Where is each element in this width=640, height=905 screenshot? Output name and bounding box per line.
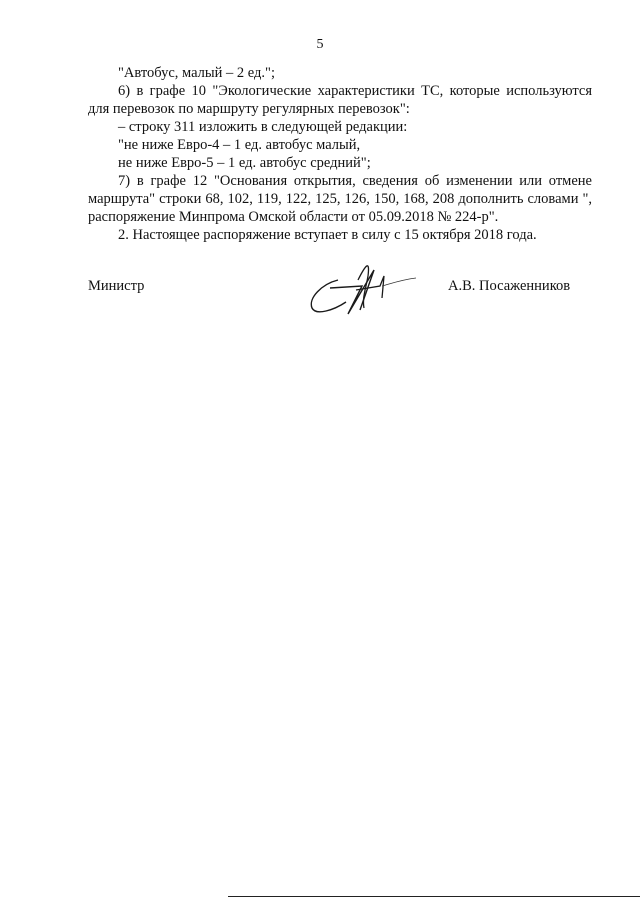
paragraph-item-6: 6) в графе 10 "Экологические характеристики ТС, которые используются для перевозок по маршруту регулярных перевозок": <box>88 83 592 117</box>
page-number: 5 <box>316 37 324 52</box>
paragraph-line-311: – строку 311 изложить в следующей редакции: <box>118 119 408 135</box>
document-body <box>88 64 592 244</box>
paragraph-item-7: 7) в графе 12 "Основания открытия, сведения об изменении или отмене маршрута" строки 68, 102, 119, 122, 125, 126, 150, 168, 208 дополнить словами ", распоряжение Минпрома Омской области от 05.09.2018 № 224-р". <box>88 173 592 225</box>
paragraph-quote-bus-small: "Автобус, малый – 2 ед."; <box>118 65 275 81</box>
paragraph-euro-4: "не ниже Евро-4 – 1 ед. автобус малый, <box>118 137 361 153</box>
footer-rule <box>228 896 640 897</box>
signer-name: А.В. Посаженников <box>448 278 571 294</box>
signature-block <box>0 258 640 328</box>
signer-title: Министр <box>88 278 145 294</box>
handwritten-signature <box>300 258 420 318</box>
paragraph-effective-date: 2. Настоящее распоряжение вступает в силу с 15 октября 2018 года. <box>118 227 537 243</box>
paragraph-euro-5: не ниже Евро-5 – 1 ед. автобус средний"; <box>118 155 371 171</box>
